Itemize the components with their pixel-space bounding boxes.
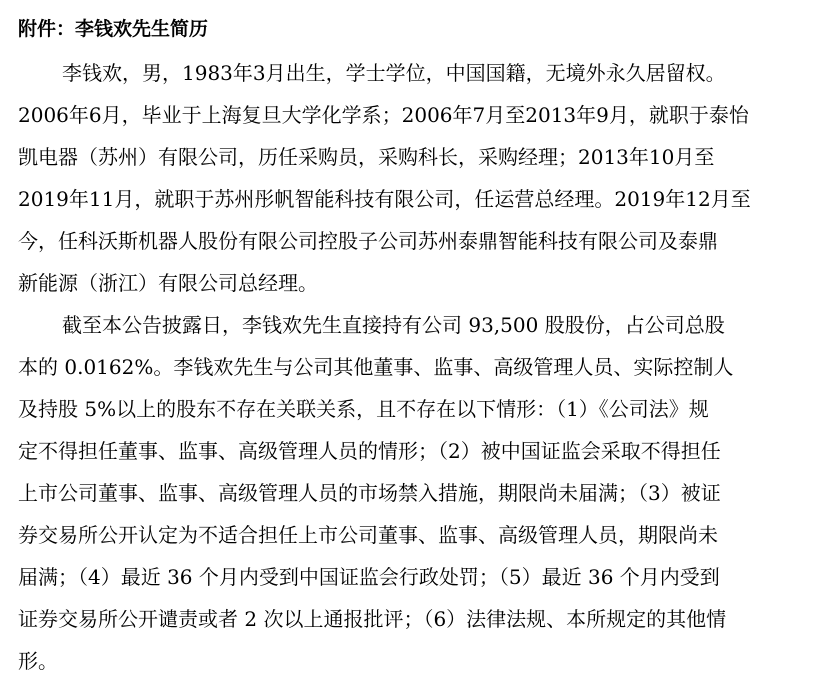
paragraph1-line-2: 2006年6月，毕业于上海复旦大学化学系；2006年7月至2013年9月，就职于泰怡 xyxy=(18,103,749,127)
paragraph2-line-9: 形。 xyxy=(18,649,58,673)
document-title: 附件：李钱欢先生简历 xyxy=(18,18,209,40)
paragraph1-line-1: 李钱欢，男，1983年3月出生，学士学位，中国国籍，无境外永久居留权。 xyxy=(62,61,726,85)
paragraph1-line-5: 今，任科沃斯机器人股份有限公司控股子公司苏州泰鼎智能科技有限公司及泰鼎 xyxy=(18,229,718,253)
paragraph2-line-1: 截至本公告披露日，李钱欢先生直接持有公司 93,500 股股份，占公司总股 xyxy=(62,313,725,337)
paragraph1-line-4: 2019年11月，就职于苏州彤帆智能科技有限公司，任运营总经理。2019年12月至 xyxy=(18,187,751,211)
paragraph1-line-6: 新能源（浙江）有限公司总经理。 xyxy=(18,271,318,295)
paragraph1-line-3: 凯电器（苏州）有限公司，历任采购员，采购科长，采购经理；2013年10月至 xyxy=(18,145,715,169)
paragraph2-line-4: 定不得担任董事、监事、高级管理人员的情形；（2）被中国证监会采取不得担任 xyxy=(18,439,721,463)
paragraph2-line-7: 届满；（4）最近 36 个月内受到中国证监会行政处罚；（5）最近 36 个月内受到 xyxy=(18,565,720,589)
paragraph2-line-5: 上市公司董事、监事、高级管理人员的市场禁入措施，期限尚未届满；（3）被证 xyxy=(18,481,721,505)
paragraph2-line-6: 券交易所公开认定为不适合担任上市公司董事、监事、高级管理人员，期限尚未 xyxy=(18,523,718,547)
paragraph2-line-2: 本的 0.0162%。李钱欢先生与公司其他董事、监事、高级管理人员、实际控制人 xyxy=(18,355,734,379)
paragraph2-line-3: 及持股 5%以上的股东不存在关联关系，且不存在以下情形：（1）《公司法》规 xyxy=(18,397,709,421)
paragraph2-line-8: 证券交易所公开谴责或者 2 次以上通报批评；（6）法律法规、本所规定的其他情 xyxy=(18,607,727,631)
